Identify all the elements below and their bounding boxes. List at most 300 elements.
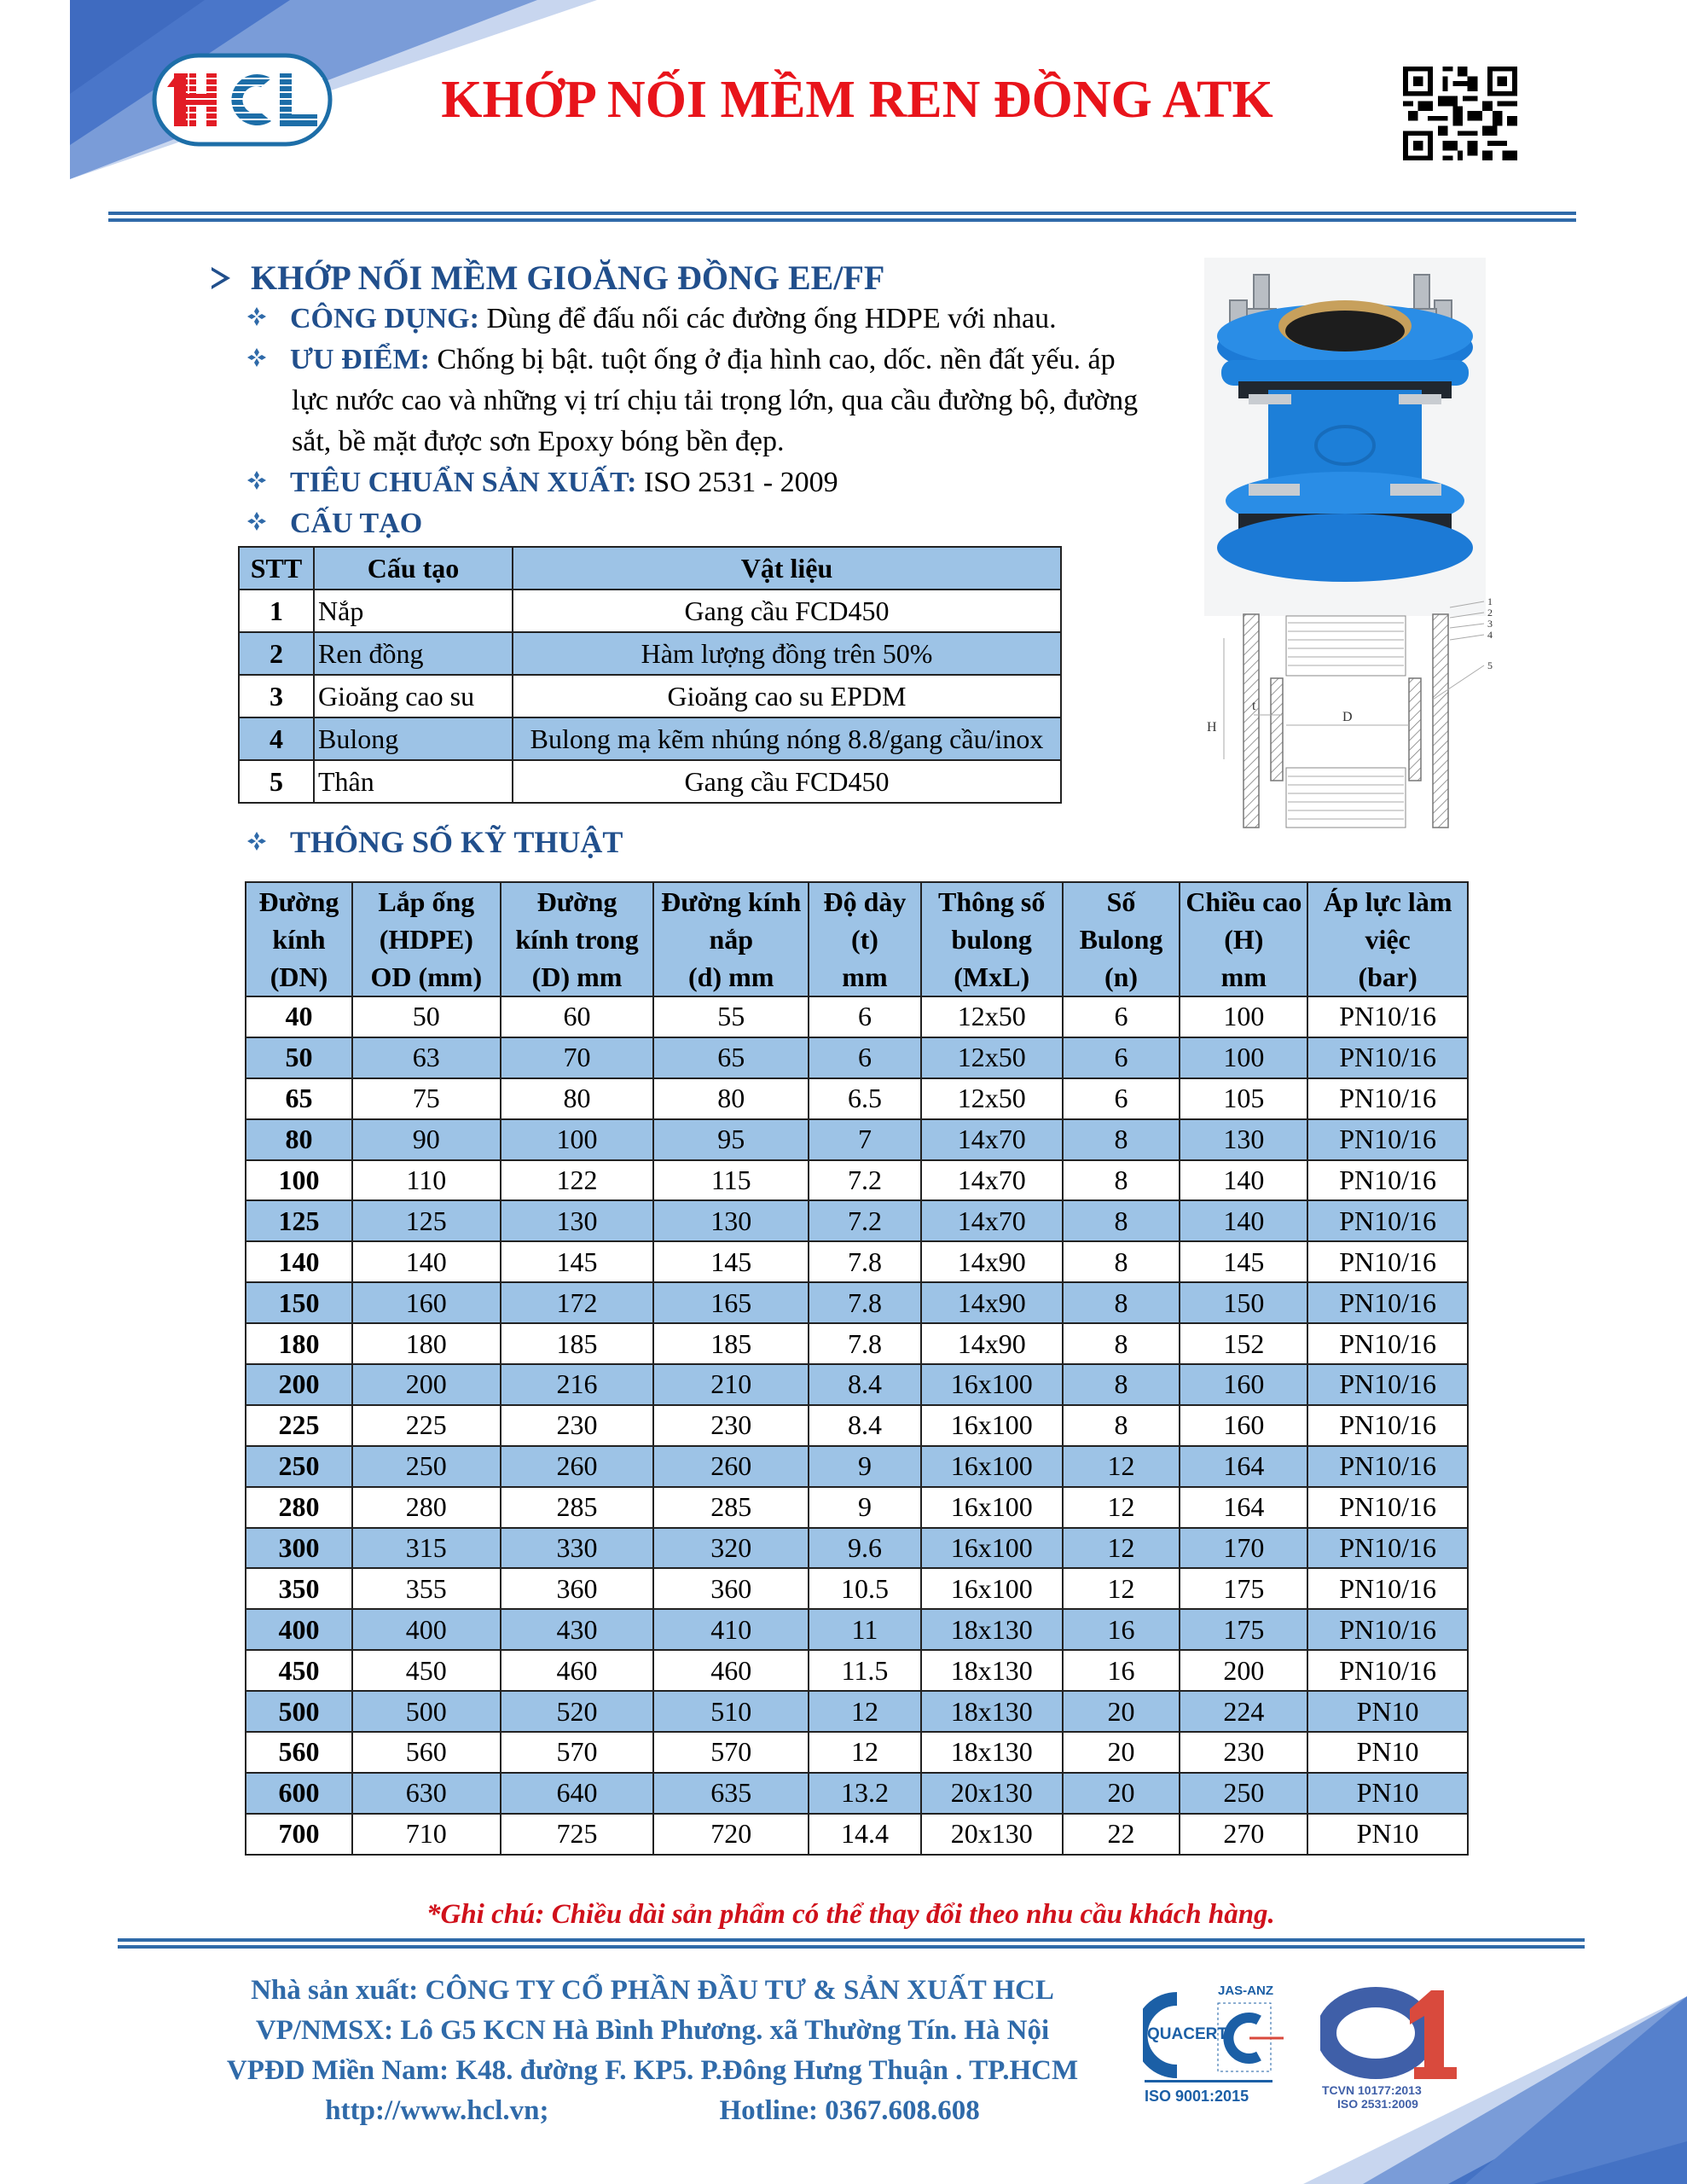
- pressure-cell: PN10/16: [1307, 1078, 1468, 1119]
- tcvn-iso2531-badge: [1320, 1984, 1474, 2111]
- component-cell: Ren đồng: [314, 632, 513, 675]
- diamond-bullet-icon: [247, 307, 266, 326]
- table-row: [246, 1405, 1468, 1446]
- material-cell: Gang cầu FCD450: [513, 760, 1061, 803]
- component-cell: Nắp: [314, 590, 513, 632]
- od-cell: 355: [352, 1568, 501, 1609]
- table-row: [246, 1650, 1468, 1691]
- pressure-cell: PN10: [1307, 1732, 1468, 1773]
- height-cell: 164: [1180, 1487, 1307, 1528]
- table-row: [246, 1446, 1468, 1487]
- height-cell: 164: [1180, 1446, 1307, 1487]
- bolt-spec-cell: 16x100: [921, 1364, 1063, 1405]
- bolt-spec-cell: 18x130: [921, 1732, 1063, 1773]
- column-header-line: Bulong: [1079, 924, 1163, 955]
- jas-anz-label: JAS-ANZ: [1218, 1984, 1274, 1998]
- od-cell: 50: [352, 996, 501, 1037]
- thickness-cell: 7.2: [809, 1200, 921, 1241]
- column-header: [1307, 882, 1468, 996]
- bolt-count-cell: 6: [1063, 1078, 1180, 1119]
- cap-diameter-cell: 80: [653, 1078, 809, 1119]
- technical-drawing: [1186, 597, 1501, 845]
- height-cell: 140: [1180, 1160, 1307, 1201]
- inner-diameter-cell: 230: [501, 1405, 654, 1446]
- bolt-count-cell: 20: [1063, 1691, 1180, 1732]
- stt-cell: 2: [239, 632, 314, 675]
- table-row: [246, 1773, 1468, 1814]
- inner-diameter-cell: 70: [501, 1037, 654, 1078]
- dn-cell: 200: [246, 1364, 352, 1405]
- thickness-cell: 7.8: [809, 1241, 921, 1282]
- height-cell: 150: [1180, 1282, 1307, 1323]
- pressure-cell: PN10/16: [1307, 1323, 1468, 1364]
- material-cell: Hàm lượng đồng trên 50%: [513, 632, 1061, 675]
- material-cell: Gang cầu FCD450: [513, 590, 1061, 632]
- table-row: [246, 996, 1468, 1037]
- inner-diameter-cell: 216: [501, 1364, 654, 1405]
- advantages-text-line1: Chống bị bật. tuột ống ở địa hình cao, dốc. nền đất yếu. áp: [430, 344, 1116, 375]
- od-cell: 400: [352, 1609, 501, 1650]
- column-header-line: bulong: [951, 924, 1032, 955]
- structure-row: [239, 717, 1061, 760]
- table-row: [246, 1078, 1468, 1119]
- inner-diameter-cell: 285: [501, 1487, 654, 1528]
- drawing-part-label: 3: [1487, 618, 1493, 630]
- cap-diameter-cell: 410: [653, 1609, 809, 1650]
- dn-cell: 300: [246, 1528, 352, 1569]
- product-photo: [1204, 258, 1486, 616]
- column-header-line: Đường: [536, 886, 617, 917]
- column-header-line: nắp: [709, 924, 754, 955]
- cap-diameter-cell: 285: [653, 1487, 809, 1528]
- bolt-spec-cell: 12x50: [921, 1037, 1063, 1078]
- bolt-count-cell: 12: [1063, 1446, 1180, 1487]
- specs-table: [245, 881, 1469, 1856]
- thickness-cell: 14.4: [809, 1814, 921, 1855]
- pressure-cell: PN10: [1307, 1773, 1468, 1814]
- bolt-count-cell: 6: [1063, 1037, 1180, 1078]
- inner-diameter-cell: 460: [501, 1650, 654, 1691]
- drawing-label-d: D: [1342, 710, 1353, 724]
- bolt-count-cell: 20: [1063, 1732, 1180, 1773]
- qr-code[interactable]: [1397, 61, 1523, 166]
- diamond-bullet-icon: [247, 348, 266, 367]
- od-cell: 710: [352, 1814, 501, 1855]
- bolt-count-cell: 8: [1063, 1160, 1180, 1201]
- advantages-label: ƯU ĐIỂM:: [290, 344, 430, 375]
- bolt-count-cell: 8: [1063, 1119, 1180, 1160]
- stt-cell: 4: [239, 717, 314, 760]
- column-header: STT: [239, 547, 314, 590]
- pressure-cell: PN10/16: [1307, 1160, 1468, 1201]
- height-cell: 175: [1180, 1609, 1307, 1650]
- pressure-cell: PN10/16: [1307, 1446, 1468, 1487]
- bolt-count-cell: 12: [1063, 1487, 1180, 1528]
- od-cell: 140: [352, 1241, 501, 1282]
- column-header-line: (n): [1104, 961, 1139, 992]
- iso9001-label: ISO 9001:2015: [1145, 2088, 1249, 2105]
- cap-diameter-cell: 95: [653, 1119, 809, 1160]
- od-cell: 250: [352, 1446, 501, 1487]
- drawing-part-label: 1: [1487, 597, 1493, 607]
- thickness-cell: 6: [809, 1037, 921, 1078]
- cap-diameter-cell: 230: [653, 1405, 809, 1446]
- pressure-cell: PN10/16: [1307, 1528, 1468, 1569]
- bolt-count-cell: 8: [1063, 1241, 1180, 1282]
- dn-cell: 180: [246, 1323, 352, 1364]
- height-cell: 230: [1180, 1732, 1307, 1773]
- structure-row: [239, 760, 1061, 803]
- advantages-text-line2: lực nước cao và những vị trí chịu tải trọng lớn, qua cầu đường bộ, đường: [292, 385, 1139, 416]
- dn-cell: 50: [246, 1037, 352, 1078]
- bolt-spec-cell: 18x130: [921, 1691, 1063, 1732]
- inner-diameter-cell: 80: [501, 1078, 654, 1119]
- inner-diameter-cell: 430: [501, 1609, 654, 1650]
- bolt-spec-cell: 18x130: [921, 1650, 1063, 1691]
- bolt-spec-cell: 18x130: [921, 1609, 1063, 1650]
- cap-diameter-cell: 720: [653, 1814, 809, 1855]
- inner-diameter-cell: 725: [501, 1814, 654, 1855]
- stt-cell: 5: [239, 760, 314, 803]
- height-cell: 140: [1180, 1200, 1307, 1241]
- column-header: [246, 882, 352, 996]
- column-header-line: (bar): [1358, 961, 1417, 992]
- pressure-cell: PN10: [1307, 1691, 1468, 1732]
- table-row: [246, 1732, 1468, 1773]
- structure-table-header: [239, 547, 1061, 590]
- dn-cell: 700: [246, 1814, 352, 1855]
- cap-diameter-cell: 185: [653, 1323, 809, 1364]
- inner-diameter-cell: 520: [501, 1691, 654, 1732]
- bolt-count-cell: 16: [1063, 1609, 1180, 1650]
- thickness-cell: 7.2: [809, 1160, 921, 1201]
- standard-item: [247, 462, 838, 503]
- dn-cell: 350: [246, 1568, 352, 1609]
- diamond-bullet-icon: [247, 471, 266, 490]
- od-cell: 180: [352, 1323, 501, 1364]
- column-header-line: OD (mm): [370, 961, 483, 992]
- bolt-spec-cell: 16x100: [921, 1446, 1063, 1487]
- table-row: [246, 1241, 1468, 1282]
- bolt-count-cell: 12: [1063, 1568, 1180, 1609]
- component-cell: Bulong: [314, 717, 513, 760]
- structure-table: [238, 546, 1062, 804]
- dn-cell: 600: [246, 1773, 352, 1814]
- table-row: [246, 1200, 1468, 1241]
- drawing-label-h: H: [1207, 720, 1217, 735]
- drawing-part-label: 4: [1487, 629, 1493, 641]
- material-cell: Bulong mạ kẽm nhúng nóng 8.8/gang cầu/inox: [513, 717, 1061, 760]
- drawing-label-t: t: [1252, 699, 1256, 713]
- dn-cell: 250: [246, 1446, 352, 1487]
- pressure-cell: PN10/16: [1307, 1119, 1468, 1160]
- od-cell: 450: [352, 1650, 501, 1691]
- bolt-count-cell: 8: [1063, 1405, 1180, 1446]
- structure-item: [247, 503, 422, 544]
- bolt-count-cell: 8: [1063, 1282, 1180, 1323]
- od-cell: 225: [352, 1405, 501, 1446]
- column-header-line: (t): [850, 924, 878, 955]
- structure-label: CẤU TẠO: [290, 508, 423, 539]
- note-text: *Ghi chú: Chiều dài sản phẩm có thể thay đổi theo nhu cầu khách hàng.: [426, 1899, 1275, 1930]
- height-cell: 152: [1180, 1323, 1307, 1364]
- thickness-cell: 8.4: [809, 1405, 921, 1446]
- height-cell: 200: [1180, 1650, 1307, 1691]
- column-header: [809, 882, 921, 996]
- column-header: [921, 882, 1063, 996]
- inner-diameter-cell: 360: [501, 1568, 654, 1609]
- column-header-line: việc: [1365, 924, 1411, 955]
- od-cell: 560: [352, 1732, 501, 1773]
- od-cell: 160: [352, 1282, 501, 1323]
- od-cell: 200: [352, 1364, 501, 1405]
- column-header: [352, 882, 501, 996]
- height-cell: 160: [1180, 1405, 1307, 1446]
- dn-cell: 140: [246, 1241, 352, 1282]
- height-cell: 105: [1180, 1078, 1307, 1119]
- thickness-cell: 6.5: [809, 1078, 921, 1119]
- column-header-line: Độ dày: [823, 886, 907, 917]
- column-header-line: kính: [272, 924, 326, 955]
- column-header-line: Số: [1106, 886, 1136, 917]
- cap-diameter-cell: 570: [653, 1732, 809, 1773]
- od-cell: 63: [352, 1037, 501, 1078]
- table-row: [246, 1691, 1468, 1732]
- column-header: [1063, 882, 1180, 996]
- inner-diameter-cell: 60: [501, 996, 654, 1037]
- hcl-logo: [152, 53, 333, 147]
- bolt-spec-cell: 16x100: [921, 1405, 1063, 1446]
- column-header-line: (HDPE): [379, 924, 473, 955]
- thickness-cell: 11.5: [809, 1650, 921, 1691]
- thickness-cell: 11: [809, 1609, 921, 1650]
- thickness-cell: 12: [809, 1691, 921, 1732]
- inner-diameter-cell: 570: [501, 1732, 654, 1773]
- thickness-cell: 9: [809, 1446, 921, 1487]
- height-cell: 224: [1180, 1691, 1307, 1732]
- column-header-line: Chiều cao: [1186, 886, 1302, 917]
- cap-diameter-cell: 65: [653, 1037, 809, 1078]
- cap-diameter-cell: 145: [653, 1241, 809, 1282]
- cap-diameter-cell: 55: [653, 996, 809, 1037]
- inner-diameter-cell: 640: [501, 1773, 654, 1814]
- bolt-count-cell: 8: [1063, 1200, 1180, 1241]
- column-header-line: mm: [1220, 961, 1267, 992]
- dn-cell: 100: [246, 1160, 352, 1201]
- structure-row: [239, 590, 1061, 632]
- advantages-item: [247, 340, 1116, 380]
- thickness-cell: 9: [809, 1487, 921, 1528]
- inner-diameter-cell: 185: [501, 1323, 654, 1364]
- dn-cell: 500: [246, 1691, 352, 1732]
- od-cell: 125: [352, 1200, 501, 1241]
- thickness-cell: 7.8: [809, 1282, 921, 1323]
- column-header-line: (d) mm: [688, 961, 774, 992]
- thickness-cell: 7.8: [809, 1323, 921, 1364]
- pressure-cell: PN10/16: [1307, 1405, 1468, 1446]
- drawing-part-label: 2: [1487, 607, 1493, 619]
- quacert-iso9001-badge: [1143, 1978, 1288, 2106]
- od-cell: 630: [352, 1773, 501, 1814]
- inner-diameter-cell: 260: [501, 1446, 654, 1487]
- bolt-count-cell: 8: [1063, 1323, 1180, 1364]
- bolt-spec-cell: 14x70: [921, 1119, 1063, 1160]
- table-row: [246, 1160, 1468, 1201]
- column-header-line: Đường: [258, 886, 339, 917]
- column-header-line: (MxL): [954, 961, 1030, 992]
- iso2531-label: ISO 2531:2009: [1337, 2097, 1418, 2111]
- material-cell: Gioăng cao su EPDM: [513, 675, 1061, 717]
- hotline-text[interactable]: Hotline: 0367.608.608: [719, 2095, 980, 2126]
- advantages-text-line3: sắt, bề mặt được sơn Epoxy bóng bền đẹp.: [292, 426, 785, 457]
- dn-cell: 40: [246, 996, 352, 1037]
- south-office-address: VPĐD Miền Nam: K48. đường F. KP5. P.Đông Hưng Thuận . TP.HCM: [226, 2055, 1079, 2086]
- dn-cell: 80: [246, 1119, 352, 1160]
- header-divider: [108, 212, 1576, 222]
- quacert-label: QUACERT: [1147, 2025, 1227, 2043]
- column-header: [1180, 882, 1307, 996]
- column-header: Vật liệu: [513, 547, 1061, 590]
- stt-cell: 1: [239, 590, 314, 632]
- pressure-cell: PN10/16: [1307, 1364, 1468, 1405]
- column-header-line: (D) mm: [531, 961, 623, 992]
- pressure-cell: PN10/16: [1307, 1650, 1468, 1691]
- od-cell: 500: [352, 1691, 501, 1732]
- height-cell: 270: [1180, 1814, 1307, 1855]
- column-header: [501, 882, 654, 996]
- column-header-line: Thông số: [937, 886, 1046, 917]
- drawing-part-label: 5: [1487, 659, 1493, 671]
- table-row: [246, 1609, 1468, 1650]
- height-cell: 170: [1180, 1528, 1307, 1569]
- inner-diameter-cell: 122: [501, 1160, 654, 1201]
- dn-cell: 560: [246, 1732, 352, 1773]
- table-row: [246, 1568, 1468, 1609]
- height-cell: 160: [1180, 1364, 1307, 1405]
- cap-diameter-cell: 320: [653, 1528, 809, 1569]
- inner-diameter-cell: 145: [501, 1241, 654, 1282]
- footer-divider: [118, 1938, 1585, 1949]
- pressure-cell: PN10/16: [1307, 1037, 1468, 1078]
- page-title: KHỚP NỐI MỀM REN ĐỒNG ATK: [441, 71, 1273, 129]
- column-header: Cấu tạo: [314, 547, 513, 590]
- dn-cell: 65: [246, 1078, 352, 1119]
- thickness-cell: 6: [809, 996, 921, 1037]
- thickness-cell: 10.5: [809, 1568, 921, 1609]
- column-header: [653, 882, 809, 996]
- website-link[interactable]: http://www.hcl.vn;: [325, 2095, 549, 2126]
- column-header-line: kính trong: [515, 924, 639, 955]
- od-cell: 75: [352, 1078, 501, 1119]
- bolt-count-cell: 6: [1063, 996, 1180, 1037]
- component-cell: Gioăng cao su: [314, 675, 513, 717]
- pressure-cell: PN10/16: [1307, 1487, 1468, 1528]
- inner-diameter-cell: 330: [501, 1528, 654, 1569]
- bolt-spec-cell: 20x130: [921, 1814, 1063, 1855]
- bolt-spec-cell: 16x100: [921, 1487, 1063, 1528]
- component-cell: Thân: [314, 760, 513, 803]
- column-header-line: (H): [1224, 924, 1264, 955]
- bolt-spec-cell: 12x50: [921, 1078, 1063, 1119]
- cap-diameter-cell: 130: [653, 1200, 809, 1241]
- diamond-bullet-icon: [247, 832, 266, 851]
- height-cell: 175: [1180, 1568, 1307, 1609]
- dn-cell: 400: [246, 1609, 352, 1650]
- pressure-cell: PN10/16: [1307, 1609, 1468, 1650]
- od-cell: 90: [352, 1119, 501, 1160]
- bolt-spec-cell: 14x70: [921, 1200, 1063, 1241]
- specs-heading: [247, 824, 623, 860]
- bolt-count-cell: 22: [1063, 1814, 1180, 1855]
- table-row: [246, 1037, 1468, 1078]
- cap-diameter-cell: 460: [653, 1650, 809, 1691]
- usage-item: [247, 299, 1057, 340]
- pressure-cell: PN10/16: [1307, 1200, 1468, 1241]
- thickness-cell: 9.6: [809, 1528, 921, 1569]
- diamond-bullet-icon: [247, 512, 266, 531]
- tcvn-label: TCVN 10177:2013: [1322, 2083, 1422, 2097]
- bolt-count-cell: 20: [1063, 1773, 1180, 1814]
- dn-cell: 125: [246, 1200, 352, 1241]
- dn-cell: 280: [246, 1487, 352, 1528]
- table-row: [246, 1528, 1468, 1569]
- thickness-cell: 8.4: [809, 1364, 921, 1405]
- column-header-line: (DN): [270, 961, 328, 992]
- table-row: [246, 1282, 1468, 1323]
- thickness-cell: 7: [809, 1119, 921, 1160]
- standard-text: ISO 2531 - 2009: [636, 467, 838, 498]
- standard-label: TIÊU CHUẨN SẢN XUẤT:: [290, 467, 637, 498]
- cap-diameter-cell: 510: [653, 1691, 809, 1732]
- table-row: [246, 1487, 1468, 1528]
- thickness-cell: 12: [809, 1732, 921, 1773]
- product-heading: [210, 258, 884, 298]
- pressure-cell: PN10/16: [1307, 1282, 1468, 1323]
- column-header-line: Lắp ống: [378, 886, 475, 917]
- inner-diameter-cell: 172: [501, 1282, 654, 1323]
- inner-diameter-cell: 100: [501, 1119, 654, 1160]
- cap-diameter-cell: 115: [653, 1160, 809, 1201]
- height-cell: 145: [1180, 1241, 1307, 1282]
- cap-diameter-cell: 260: [653, 1446, 809, 1487]
- height-cell: 250: [1180, 1773, 1307, 1814]
- column-header-line: Áp lực làm: [1323, 886, 1452, 917]
- column-header-line: mm: [842, 961, 888, 992]
- pressure-cell: PN10: [1307, 1814, 1468, 1855]
- pressure-cell: PN10/16: [1307, 1568, 1468, 1609]
- dn-cell: 150: [246, 1282, 352, 1323]
- height-cell: 100: [1180, 996, 1307, 1037]
- bolt-spec-cell: 12x50: [921, 996, 1063, 1037]
- bolt-count-cell: 16: [1063, 1650, 1180, 1691]
- bolt-count-cell: 8: [1063, 1364, 1180, 1405]
- specs-heading-text: THÔNG SỐ KỸ THUẬT: [290, 825, 623, 859]
- manufacturer-text: Nhà sản xuất: CÔNG TY CỔ PHẦN ĐẦU TƯ & SẢN XUẤT HCL: [251, 1975, 1054, 2006]
- column-header-line: Đường kính: [661, 886, 802, 917]
- od-cell: 315: [352, 1528, 501, 1569]
- bolt-spec-cell: 16x100: [921, 1568, 1063, 1609]
- stt-cell: 3: [239, 675, 314, 717]
- dn-cell: 450: [246, 1650, 352, 1691]
- bolt-spec-cell: 20x130: [921, 1773, 1063, 1814]
- od-cell: 280: [352, 1487, 501, 1528]
- pressure-cell: PN10/16: [1307, 996, 1468, 1037]
- structure-row: [239, 632, 1061, 675]
- product-heading-text: KHỚP NỐI MỀM GIOĂNG ĐỒNG EE/FF: [251, 258, 885, 297]
- cap-diameter-cell: 635: [653, 1773, 809, 1814]
- od-cell: 110: [352, 1160, 501, 1201]
- dn-cell: 225: [246, 1405, 352, 1446]
